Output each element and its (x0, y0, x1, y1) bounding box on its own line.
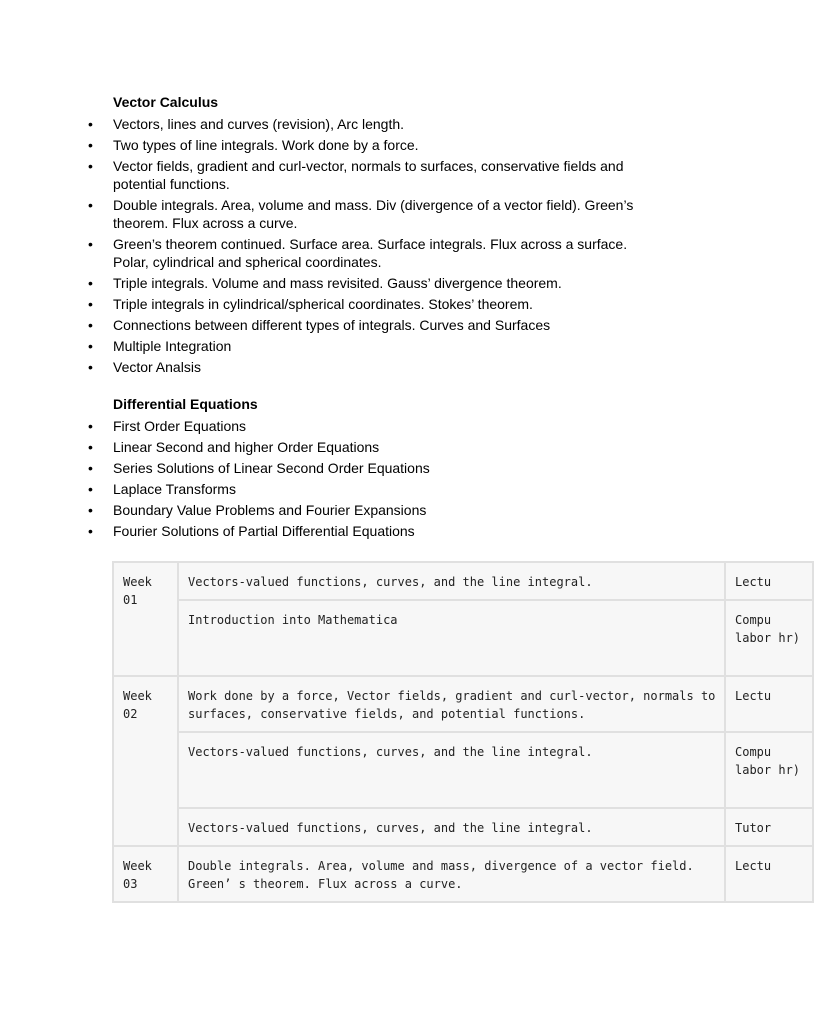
table-row (113, 808, 813, 846)
bullet-icon: • (88, 460, 93, 476)
session-type-cell: Lectu (725, 846, 813, 902)
list-item: • First Order Equations (88, 418, 247, 434)
list-item: • Two types of line integrals. Work done by a force. (88, 137, 419, 153)
list-item: • Vector fields, gradient and curl-vector, normals to surfaces, conservative fields and potential functions. (88, 158, 624, 192)
topic-cell: Double integrals. Area, volume and mass, divergence of a vector field. Green’ s theorem. Flux across a curve. (178, 846, 725, 902)
week-cell: Week 03 (113, 846, 178, 902)
bullet-icon: • (88, 296, 93, 312)
list-item: • Series Solutions of Linear Second Order Equations (88, 460, 430, 476)
list-item: • Linear Second and higher Order Equations (88, 439, 380, 455)
topic-cell: Vectors-valued functions, curves, and the line integral. (178, 562, 725, 600)
bullet-icon: • (88, 481, 93, 497)
session-type-cell: Compu labor hr) (725, 732, 813, 808)
bullet-icon: • (88, 338, 93, 354)
bullet-icon: • (88, 418, 93, 434)
bullet-icon: • (88, 116, 93, 132)
list-item: • Multiple Integration (88, 338, 232, 354)
table-row (113, 846, 813, 902)
vector-calculus-heading: Vector Calculus (113, 94, 219, 110)
bullet-icon: • (88, 439, 93, 455)
list-item: • Laplace Transforms (88, 481, 236, 497)
bullet-icon: • (88, 523, 93, 539)
session-type-cell: Lectu (725, 676, 813, 732)
week-cell: Week 02 (113, 676, 178, 846)
bullet-icon: • (88, 137, 93, 153)
list-item: • Triple integrals in cylindrical/spherical coordinates. Stokes’ theorem. (88, 296, 533, 312)
differential-equations-list (0, 417, 660, 543)
session-type-cell: Tutor (725, 808, 813, 846)
bullet-icon: • (88, 236, 93, 252)
list-item: • Connections between different types of integrals. Curves and Surfaces (88, 317, 551, 333)
bullet-icon: • (88, 197, 93, 213)
vector-calculus-list (0, 115, 660, 379)
differential-equations-heading: Differential Equations (113, 396, 258, 412)
list-item: • Fourier Solutions of Partial Differential Equations (88, 523, 415, 539)
table-row (113, 676, 813, 732)
bullet-icon: • (88, 275, 93, 291)
table-row (113, 600, 813, 676)
topic-cell: Introduction into Mathematica (178, 600, 725, 676)
session-type-cell: Lectu (725, 562, 813, 600)
topic-cell: Vectors-valued functions, curves, and the line integral. (178, 732, 725, 808)
list-item: • Triple integrals. Volume and mass revisited. Gauss’ divergence theorem. (88, 275, 562, 291)
bullet-icon: • (88, 359, 93, 375)
bullet-icon: • (88, 317, 93, 333)
list-item: • Vectors, lines and curves (revision), Arc length. (88, 116, 405, 132)
list-item: • Double integrals. Area, volume and mass. Div (divergence of a vector field). Green’s theorem. Flux across a curve. (88, 197, 634, 231)
session-type-cell: Compu labor hr) (725, 600, 813, 676)
list-item: • Boundary Value Problems and Fourier Expansions (88, 502, 427, 518)
list-item: • Vector Analsis (88, 359, 201, 375)
table-row (113, 732, 813, 808)
list-item: • Green’s theorem continued. Surface area. Surface integrals. Flux across a surface. Polar, cylindrical and spherical coordinates. (88, 236, 628, 270)
week-cell: Week 01 (113, 562, 178, 676)
bullet-icon: • (88, 502, 93, 518)
bullet-icon: • (88, 158, 93, 174)
table-row (113, 562, 813, 600)
topic-cell: Work done by a force, Vector fields, gradient and curl-vector, normals to surfaces, conservative fields, and potential functions. (178, 676, 725, 732)
topic-cell: Vectors-valued functions, curves, and the line integral. (178, 808, 725, 846)
schedule-table (112, 561, 814, 903)
